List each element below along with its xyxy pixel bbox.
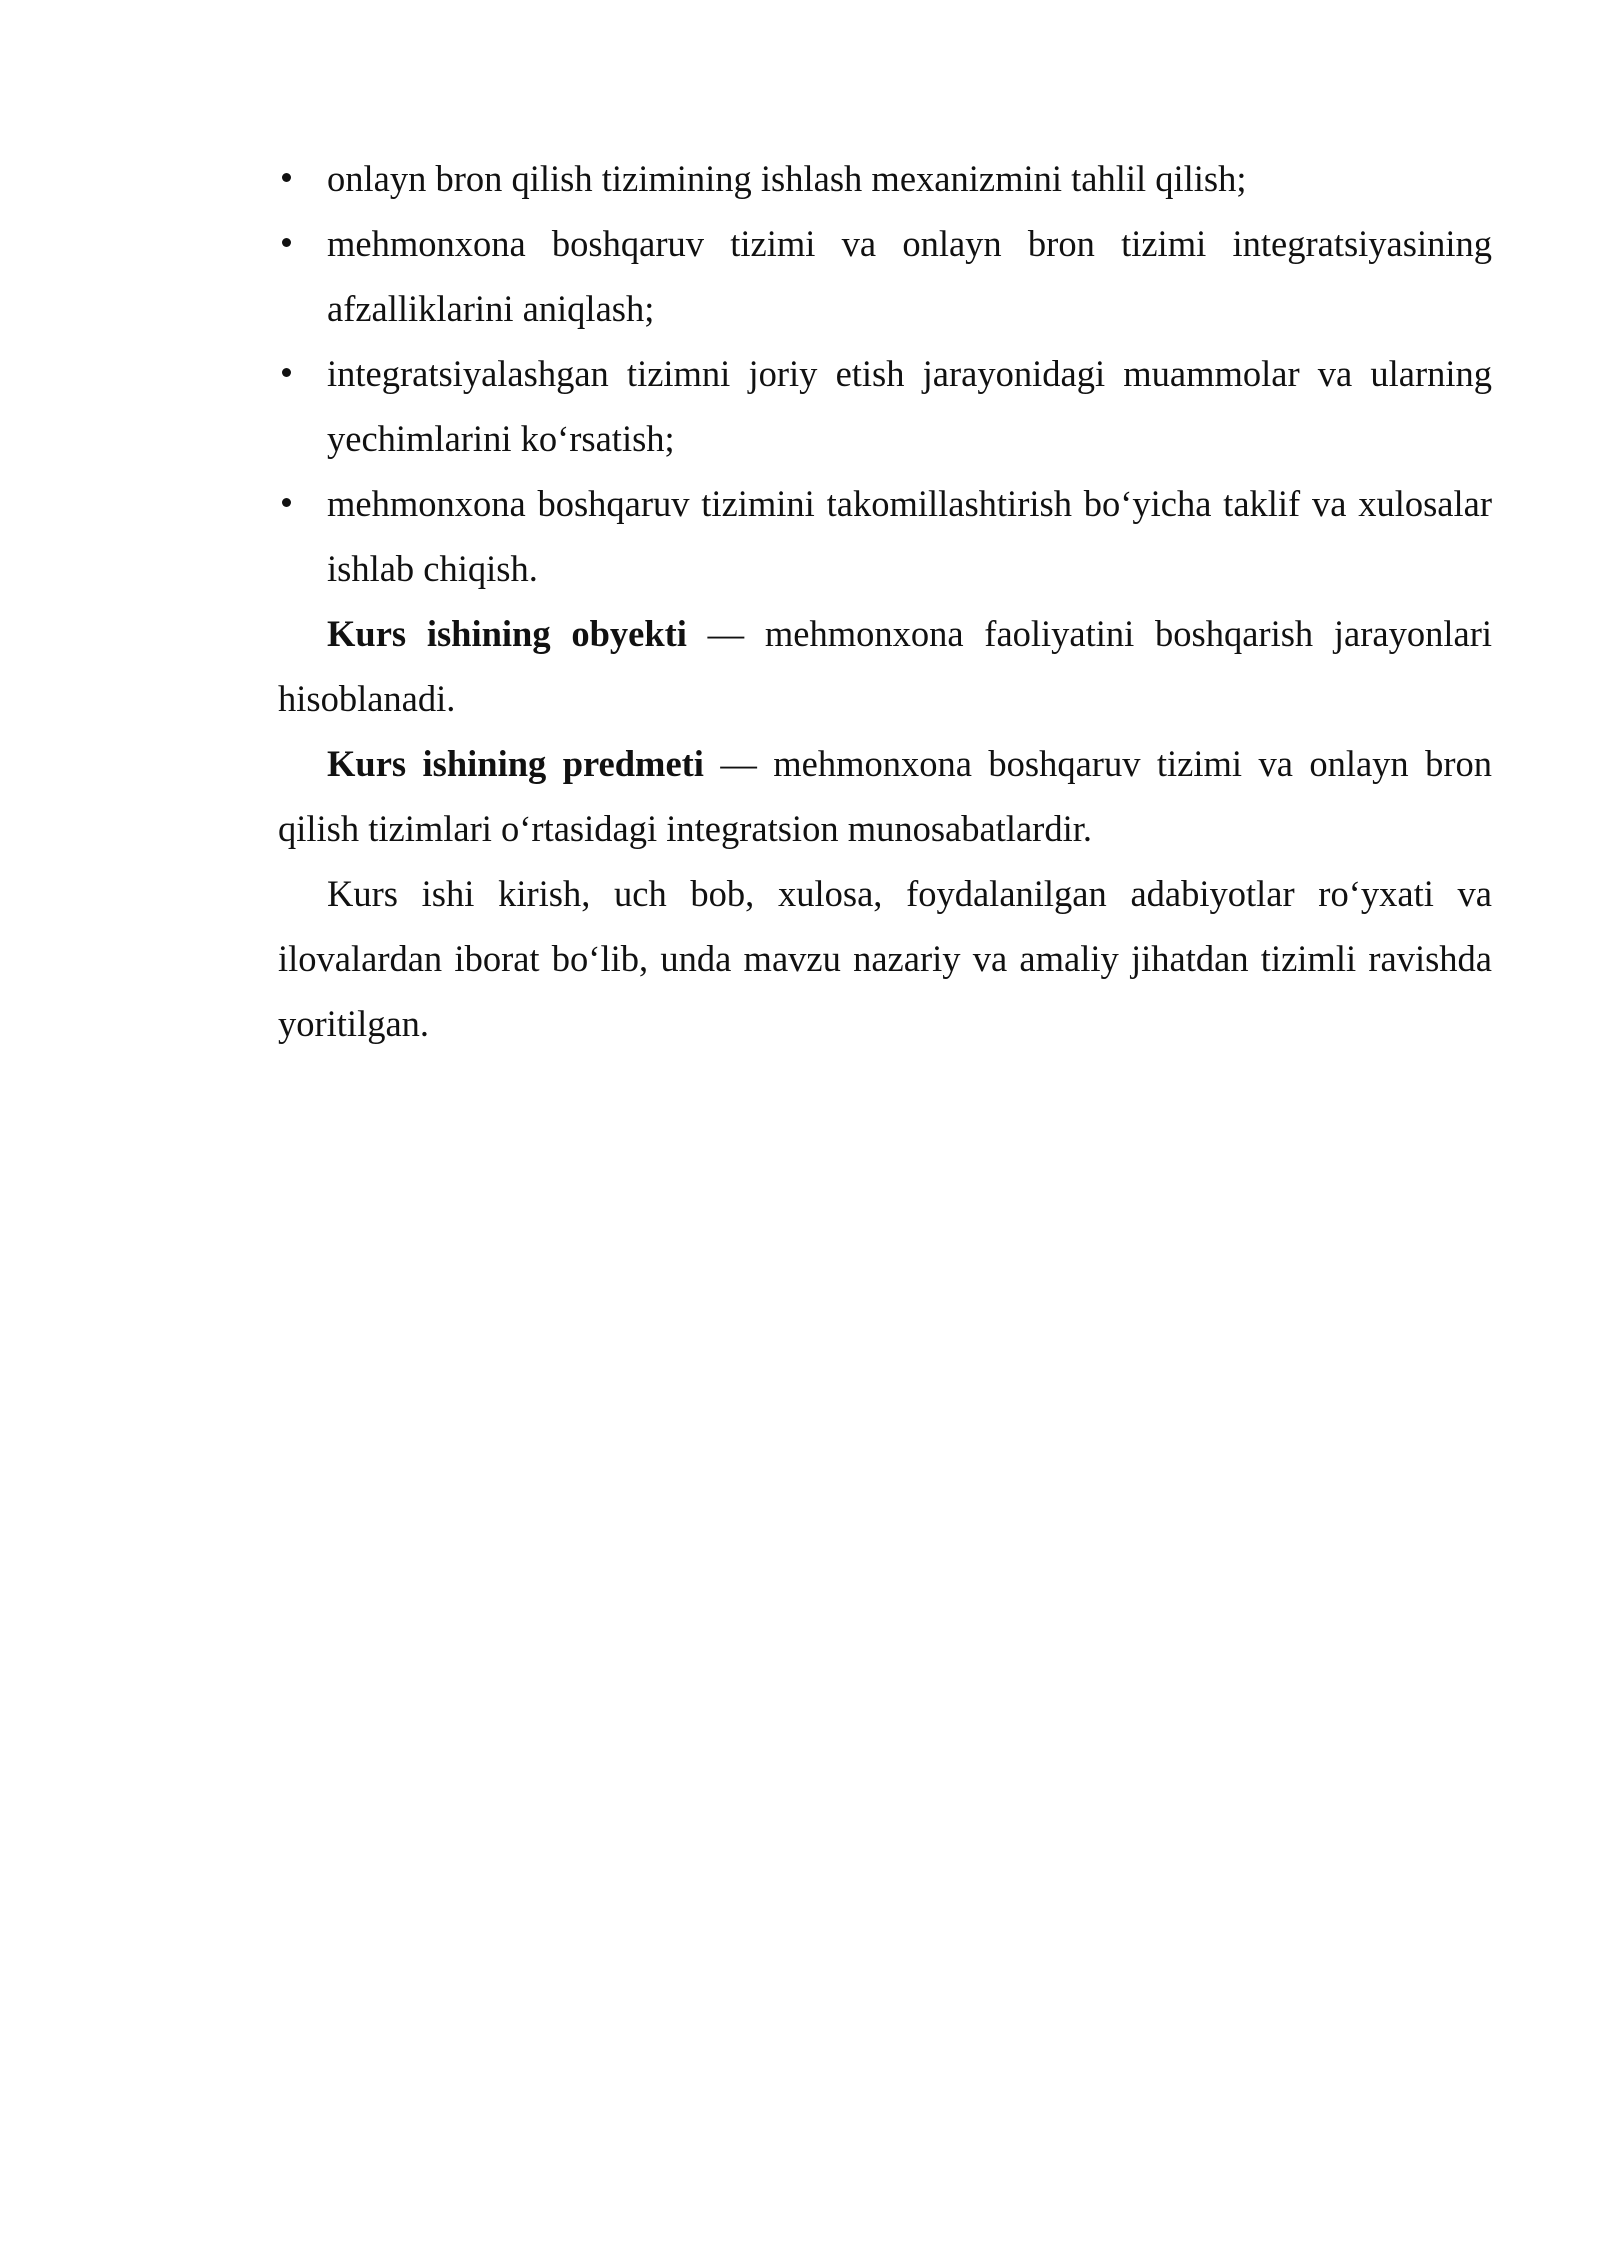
list-item-text: integratsiyalashgan tizimni joriy etish jarayonidagi muammolar va ularning yechimlarini ko‘rsatish; bbox=[327, 353, 1492, 459]
page-body bbox=[278, 146, 1492, 1056]
object-paragraph bbox=[278, 601, 1492, 731]
list-item-text: mehmonxona boshqaruv tizimi va onlayn bron tizimi integratsiyasining afzalliklarini aniqlash; bbox=[327, 223, 1492, 329]
task-list bbox=[278, 146, 1492, 601]
structure-paragraph bbox=[278, 861, 1492, 1056]
structure-text: Kurs ishi kirish, uch bob, xulosa, foydalanilgan adabiyotlar ro‘yxati va ilovalardan iborat bo‘lib, unda mavzu nazariy va amaliy jihatdan tizimli ravishda yoritilgan. bbox=[278, 873, 1492, 1044]
list-item bbox=[278, 341, 1492, 471]
bullet-icon bbox=[282, 173, 291, 182]
object-term: Kurs ishining obyekti bbox=[327, 613, 687, 654]
list-item bbox=[278, 471, 1492, 601]
subject-text: — mehmonxona boshqaruv tizimi va onlayn bron qilish tizimlari o‘rtasidagi integratsion munosabatlardir. bbox=[278, 743, 1492, 849]
bullet-icon bbox=[282, 238, 291, 247]
subject-paragraph bbox=[278, 731, 1492, 861]
bullet-icon bbox=[282, 498, 291, 507]
list-item bbox=[278, 211, 1492, 341]
object-text: — mehmonxona faoliyatini boshqarish jarayonlari hisoblanadi. bbox=[278, 613, 1492, 719]
subject-term: Kurs ishining predmeti bbox=[327, 743, 704, 784]
bullet-icon bbox=[282, 368, 291, 377]
list-item-text: mehmonxona boshqaruv tizimini takomillashtirish bo‘yicha taklif va xulosalar ishlab chiqish. bbox=[327, 483, 1492, 589]
list-item-text: onlayn bron qilish tizimining ishlash mexanizmini tahlil qilish; bbox=[327, 158, 1247, 199]
list-item bbox=[278, 146, 1492, 211]
